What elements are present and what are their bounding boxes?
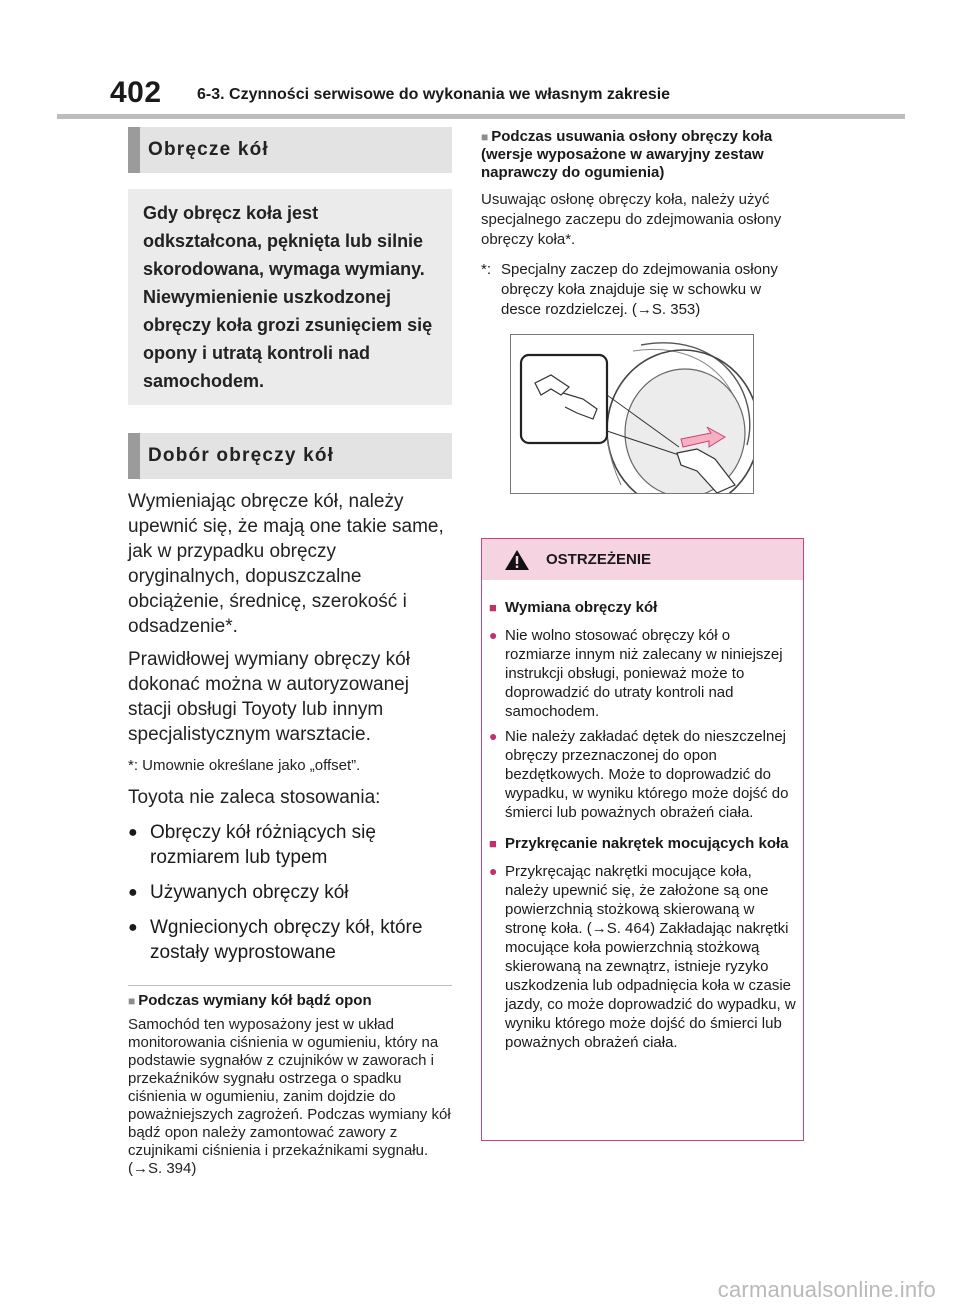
warning-subheading-text: Przykręcanie nakrętek mocujących koła bbox=[505, 835, 789, 852]
header-rule bbox=[57, 114, 905, 119]
list-item bbox=[128, 820, 452, 870]
section-title-wheels: Obręcze kół bbox=[128, 127, 452, 173]
square-bullet-icon: ■ bbox=[481, 130, 489, 144]
warning-item-text: Nie wolno stosować obręczy kół o rozmiarze innym niż zalecany w niniejszej instrukcji obsługi, ponieważ może to doprowadzić do utraty kontroli nad samochodem. bbox=[505, 627, 783, 720]
subheading-text: Podczas wymiany kół bądź opon bbox=[138, 992, 372, 1009]
bullet-icon: ● bbox=[489, 728, 498, 744]
bullet-icon: ● bbox=[489, 627, 498, 643]
paragraph-tpms: Samochód ten wyposażony jest w układ monitorowania ciśnienia w ogumieniu, który na podstawie sygnałów z czujników w zaworach i przekaźników sygnału ostrzega o spadku ciśnienia w ogumieniu, zanim dojdzie do poważniejszych zagrożeń. Podczas wymiany kół bądź opon należy zamontować zawory z czujnikami ciśnienia i przekaźnikami sygnału. (→S. 394) bbox=[128, 1016, 451, 1177]
warning-item-text: Przykręcając nakrętki mocujące koła, należy upewnić się, że założone są one powierzchnią stożkową skierowaną w stronę koła. (→S. 464) Zakładając nakrętki mocujące koła powierzchnią stożkową skierowaną na zewnątrz, istnieje ryzyko uszkodzenia lub odpadnięcia koła w czasie jazdy, co może doprowadzić do wypadku, w wyniku którego może dojść do śmierci lub poważnych obrażeń ciała. bbox=[505, 863, 796, 1051]
wheel-cover-drawing bbox=[511, 335, 753, 493]
list-item bbox=[128, 915, 452, 965]
paragraph-replacement-specs: Wymieniając obręcze kół, należy upewnić się, że mają one takie same, jak w przypadku obręczy oryginalnych, dopuszczalne obciążenie, średnicę, szerokość i odsadzenie*. bbox=[128, 491, 444, 637]
footnote-mark: *: bbox=[481, 261, 492, 278]
warning-item bbox=[489, 626, 797, 721]
warning-body bbox=[482, 580, 803, 1052]
list-item-text: Wgniecionych obręczy kół, które zostały wyprostowane bbox=[150, 917, 423, 963]
list-item-text: Używanych obręczy kół bbox=[150, 882, 349, 903]
subheading-wheel-cover bbox=[481, 128, 804, 182]
paragraph-cover-removal: Usuwając osłonę obręczy koła, należy użyć specjalnego zaczepu do zdejmowania osłony obręczy koła*. bbox=[481, 191, 782, 248]
bullet-icon: ● bbox=[128, 884, 138, 901]
warning-header bbox=[482, 539, 803, 580]
list-item-text: Obręczy kół różniących się rozmiarem lub typem bbox=[150, 822, 376, 868]
footnote-hook bbox=[481, 260, 804, 320]
warning-subheading bbox=[489, 598, 797, 617]
footnote-offset: *: Umownie określane jako „offset”. bbox=[128, 757, 361, 774]
bullet-icon: ● bbox=[128, 824, 138, 841]
warning-triangle-icon bbox=[504, 549, 530, 571]
bullet-icon: ● bbox=[128, 919, 138, 936]
footnote-text: Specjalny zaczep do zdejmowania osłony obręczy koła znajduje się w schowku w desce rozdzielczej. (→S. 353) bbox=[501, 261, 778, 318]
section-title-wheel-selection: Dobór obręczy kół bbox=[128, 433, 452, 479]
paragraph-service: Prawidłowej wymiany obręczy kół dokonać można w autoryzowanej stacji obsługi Toyoty lub innym specjalistycznym warsztacie. bbox=[128, 649, 410, 745]
warning-subheading-text: Wymiana obręczy kół bbox=[505, 599, 658, 616]
wheel-cover-removal-illustration bbox=[510, 334, 754, 494]
divider bbox=[128, 985, 452, 986]
warning-item-text: Nie należy zakładać dętek do nieszczelnej obręczy przeznaczonej do opon bezdętkowych. Może to doprowadzić do wypadku, w wyniku którego może dojść do śmierci lub poważnych obrażeń ciała. bbox=[505, 728, 789, 821]
list-item bbox=[128, 880, 452, 905]
right-column bbox=[481, 128, 804, 494]
subheading-tire-change bbox=[128, 992, 452, 1010]
warning-item bbox=[489, 727, 797, 822]
paragraph-not-recommended: Toyota nie zaleca stosowania: bbox=[128, 787, 381, 808]
left-column bbox=[128, 127, 452, 1178]
warning-item bbox=[489, 862, 797, 1052]
summary-box: Gdy obręcz koła jest odkształcona, pęknięta lub silnie skorodowana, wymaga wymiany. Niewymienienie uszkodzonej obręczy koła grozi zsunięciem się opony i utratą kontroli nad samochodem. bbox=[128, 189, 452, 405]
square-bullet-icon: ■ bbox=[489, 836, 497, 851]
watermark: carmanualsonline.info bbox=[717, 1277, 936, 1302]
page-number: 402 bbox=[110, 76, 162, 109]
bullet-icon: ● bbox=[489, 863, 498, 879]
warning-title: OSTRZEŻENIE bbox=[546, 551, 652, 568]
subheading-text: Podczas usuwania osłony obręczy koła (wersje wyposażone w awaryjny zestaw naprawczy do ogumienia) bbox=[481, 128, 773, 181]
running-header: 6-3. Czynności serwisowe do wykonania we własnym zakresie bbox=[197, 86, 671, 103]
warning-box bbox=[481, 538, 804, 1141]
square-bullet-icon: ■ bbox=[489, 600, 497, 615]
warning-subheading bbox=[489, 834, 797, 853]
square-bullet-icon: ■ bbox=[128, 994, 136, 1008]
